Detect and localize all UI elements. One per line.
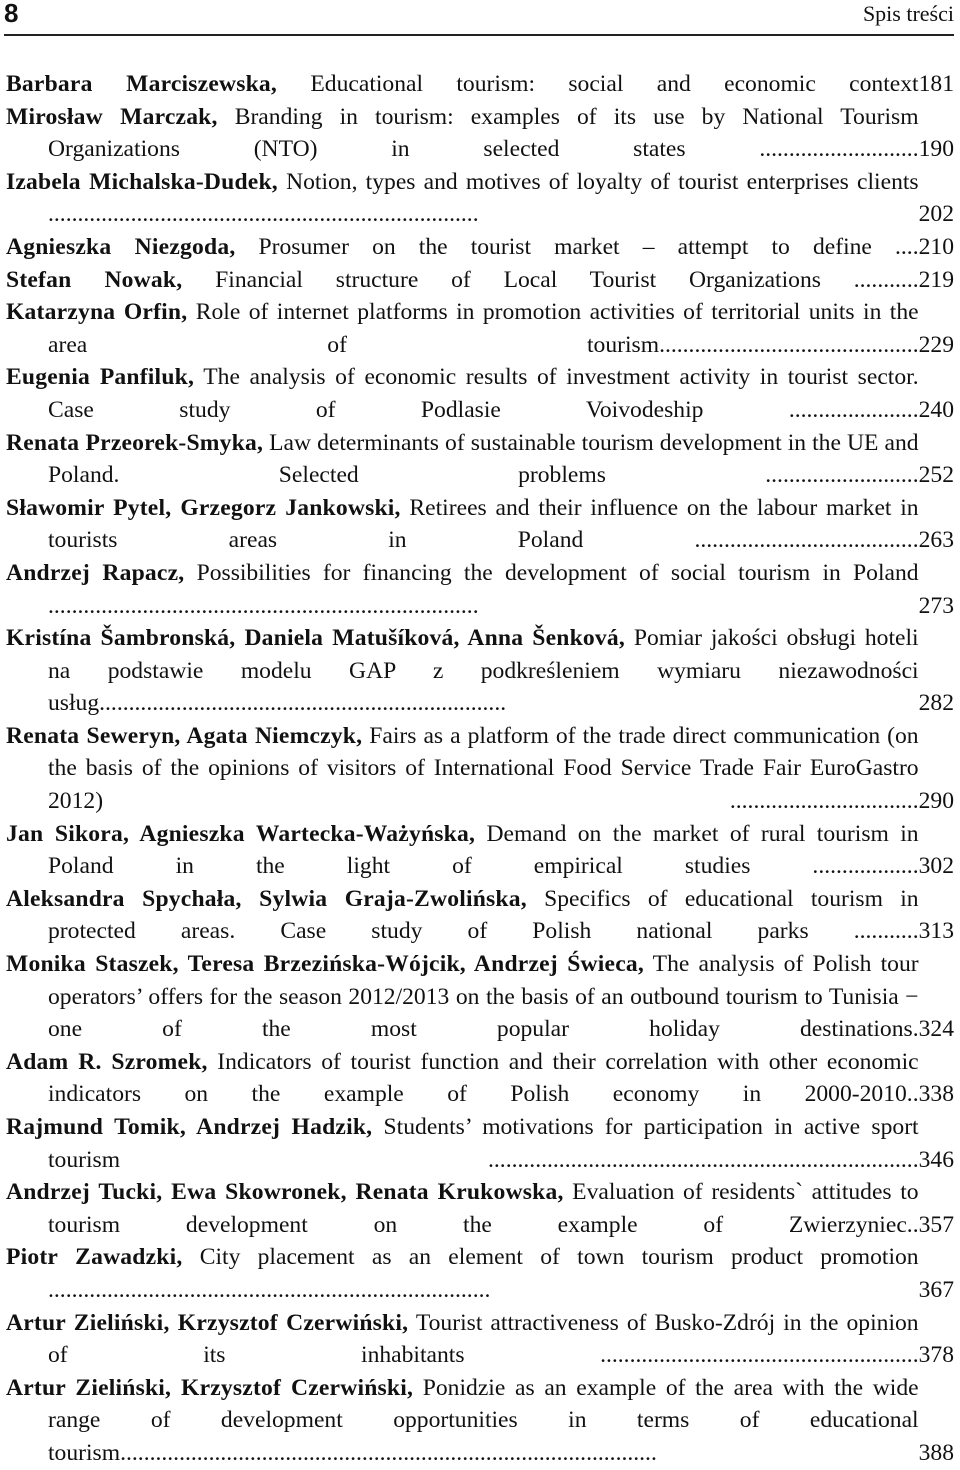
toc-entry-authors: Andrzej Rapacz, xyxy=(6,559,185,586)
running-header xyxy=(4,0,954,36)
toc-entry-authors: Eugenia Panfiluk, xyxy=(6,364,195,391)
toc-entry-authors: Barbara Marciszewska, xyxy=(6,71,278,97)
toc-entry-text xyxy=(6,101,919,166)
toc-entry-text xyxy=(6,492,919,557)
toc-entry-title: Law determinants of sustainable tourism development in the UE and Poland. Selected problems .......................... xyxy=(48,429,919,489)
toc-entry-page-number: 181 xyxy=(918,71,954,97)
toc-entry-title: Branding in tourism: examples of its use by National Tourism Organizations (NTO) in selected states ........................... xyxy=(48,103,919,163)
toc-entry-page-number: 367 xyxy=(918,1276,954,1303)
toc-entry-text xyxy=(6,231,919,264)
toc-entry xyxy=(6,1111,954,1176)
toc-entry-title: Role of internet platforms in promotion activities of territorial units in the area of tourism............................................ xyxy=(48,299,919,358)
toc-entry-authors: Stefan Nowak, xyxy=(6,266,183,293)
toc-entry-text xyxy=(6,264,919,297)
toc-entry-authors: Kristína Šambronská, Daniela Matušíková, Anna Šenková, xyxy=(6,625,626,652)
toc-entry-page-number: 210 xyxy=(918,233,954,260)
toc-entry-authors: Katarzyna Orfin, xyxy=(6,299,188,326)
toc-entry-title: Educational tourism: social and economic context xyxy=(277,71,919,97)
toc-entry-title: Prosumer on the tourist market – attempt to define .... xyxy=(235,233,919,260)
toc-entry-page-number: 378 xyxy=(918,1342,954,1369)
toc-entry-text xyxy=(6,68,919,101)
toc-entry-text xyxy=(6,166,919,231)
toc-entry-title: Retirees and their influence on the labour market in tourists areas in Poland ...................................... xyxy=(48,494,919,554)
toc-entry xyxy=(6,101,954,166)
toc-entry-authors: Renata Przeorek-Smyka, xyxy=(6,429,264,456)
toc-entry-title: Notion, types and motives of loyalty of tourist enterprises clients ......................................................................... xyxy=(48,168,919,228)
toc-entry-page-number: 302 xyxy=(918,853,954,880)
toc-entry xyxy=(6,1307,954,1372)
toc-entry xyxy=(6,264,954,297)
toc-entry-text xyxy=(6,296,919,361)
toc-entry-title: Possibilities for financing the development of social tourism in Poland ......................................................................... xyxy=(48,559,919,619)
toc-entry-text xyxy=(6,1372,919,1470)
running-title: Spis treści xyxy=(862,1,954,26)
toc-entry xyxy=(6,166,954,231)
toc-entry xyxy=(6,1372,954,1470)
toc-entry-title: Specifics of educational tourism in protected areas. Case study of Polish national parks ........... xyxy=(48,885,919,945)
toc-entry-text xyxy=(6,1111,919,1176)
toc-entry-text xyxy=(6,557,919,622)
toc-entry xyxy=(6,818,954,883)
toc-entry-authors: Adam R. Szromek, xyxy=(6,1048,208,1075)
toc-entry xyxy=(6,492,954,557)
toc-entry-text xyxy=(6,1307,919,1372)
toc-entry xyxy=(6,231,954,264)
toc-entry-authors: Mirosław Marczak, xyxy=(6,103,218,130)
toc-entry-authors: Andrzej Tucki, Ewa Skowronek, Renata Krukowska, xyxy=(6,1179,564,1206)
toc-entry xyxy=(6,296,954,361)
toc-entry-authors: Agnieszka Niezgoda, xyxy=(6,233,236,260)
toc-entry xyxy=(6,427,954,492)
toc-entry-page-number: 229 xyxy=(918,331,954,358)
toc-entry-authors: Rajmund Tomik, Andrzej Hadzik, xyxy=(6,1114,373,1140)
toc-entry-title: City placement as an element of town tourism product promotion ........................................................................... xyxy=(48,1244,919,1303)
toc-entry-page-number: 202 xyxy=(918,201,954,228)
toc-entry-page-number: 346 xyxy=(918,1146,954,1173)
toc-entry-text xyxy=(6,818,919,883)
toc-entry-authors: Sławomir Pytel, Grzegorz Jankowski, xyxy=(6,494,401,521)
toc-entry-authors: Jan Sikora, Agnieszka Wartecka-Ważyńska, xyxy=(6,820,476,847)
toc-entry-title: Students’ motivations for participation in active sport tourism ......................................................................... xyxy=(48,1114,919,1173)
toc-entry-text xyxy=(6,720,919,818)
toc-entry-text xyxy=(6,427,919,492)
toc-entry-title: Indicators of tourist function and their correlation with other economic indicators on the example of Polish economy in 2000-2010.. xyxy=(48,1048,919,1108)
toc-entry-authors: Artur Zieliński, Krzysztof Czerwiński, xyxy=(6,1309,409,1336)
toc-entry-text xyxy=(6,883,919,948)
toc-entry-title: Ponidzie as an example of the area with the wide range of development opportunities in terms of educational tourism........................................................................................... xyxy=(48,1374,919,1466)
toc-entry-page-number: 324 xyxy=(918,1016,954,1043)
toc-entry xyxy=(6,883,954,948)
toc-entry-title: Demand on the market of rural tourism in Poland in the light of empirical studies .................. xyxy=(48,820,919,880)
toc-entry xyxy=(6,557,954,622)
toc-entry-authors: Izabela Michalska-Dudek, xyxy=(6,168,278,195)
toc-entry-authors: Artur Zieliński, Krzysztof Czerwiński, xyxy=(6,1374,414,1401)
toc-entry-text xyxy=(6,948,919,1046)
toc-entry-authors: Monika Staszek, Teresa Brzezińska-Wójcik, Andrzej Świeca, xyxy=(6,951,644,978)
toc-entry-title: The analysis of Polish tour operators’ offers for the season 2012/2013 on the basis of an outbound tourism to Tunisia − one of the most popular holiday destinations. xyxy=(48,951,919,1043)
toc-entry-page-number: 219 xyxy=(918,266,954,293)
toc-entry xyxy=(6,361,954,426)
toc-entry-text xyxy=(6,1241,919,1306)
toc-entry-text xyxy=(6,361,919,426)
toc-entry-title: The analysis of economic results of investment activity in tourist sector. Case study of Podlasie Voivodeship ...................... xyxy=(48,364,919,423)
toc-entry-page-number: 357 xyxy=(918,1211,954,1238)
toc-entry-page-number: 313 xyxy=(918,918,954,945)
toc-entry-text xyxy=(6,622,919,720)
toc-entry-page-number: 263 xyxy=(918,527,954,554)
toc-entry-authors: Piotr Zawadzki, xyxy=(6,1244,183,1271)
page-number: 8 xyxy=(4,0,19,28)
toc-entry-page-number: 338 xyxy=(918,1081,954,1108)
toc-entry xyxy=(6,622,954,720)
toc-entry-page-number: 190 xyxy=(918,136,954,163)
toc-entry-title: Fairs as a platform of the trade direct communication (on the basis of the opinions of visitors of International Food Service Trade Fair EuroGastro 2012) ................................ xyxy=(48,722,919,815)
toc-entry xyxy=(6,1241,954,1306)
toc-entry-title: Pomiar jakości obsługi hoteli na podstawie modelu GAP z podkreśleniem wymiaru niezawodności usług..................................................................... xyxy=(48,625,919,717)
toc-entry-title: Evaluation of residents` attitudes to tourism development on the example of Zwierzyniec.. xyxy=(48,1179,919,1238)
toc-entry-title: Tourist attractiveness of Busko-Zdrój in the opinion of its inhabitants ...................................................... xyxy=(48,1309,919,1369)
toc-entry xyxy=(6,68,954,101)
table-of-contents xyxy=(6,68,954,1470)
toc-entry-text xyxy=(6,1046,919,1111)
toc-entry-page-number: 282 xyxy=(918,690,954,717)
toc-entry xyxy=(6,948,954,1046)
toc-entry-title: Financial structure of Local Tourist Organizations ........... xyxy=(182,266,919,293)
toc-entry xyxy=(6,1176,954,1241)
toc-entry-page-number: 273 xyxy=(918,592,954,619)
toc-entry xyxy=(6,720,954,818)
toc-entry-authors: Aleksandra Spychała, Sylwia Graja-Zwolińska, xyxy=(6,885,527,912)
toc-entry-page-number: 290 xyxy=(918,788,954,815)
toc-entry-authors: Renata Seweryn, Agata Niemczyk, xyxy=(6,722,363,749)
toc-entry-page-number: 252 xyxy=(918,462,954,489)
toc-entry-page-number: 240 xyxy=(918,396,954,423)
toc-entry-text xyxy=(6,1176,919,1241)
toc-entry xyxy=(6,1046,954,1111)
toc-entry-page-number: 388 xyxy=(918,1439,954,1466)
